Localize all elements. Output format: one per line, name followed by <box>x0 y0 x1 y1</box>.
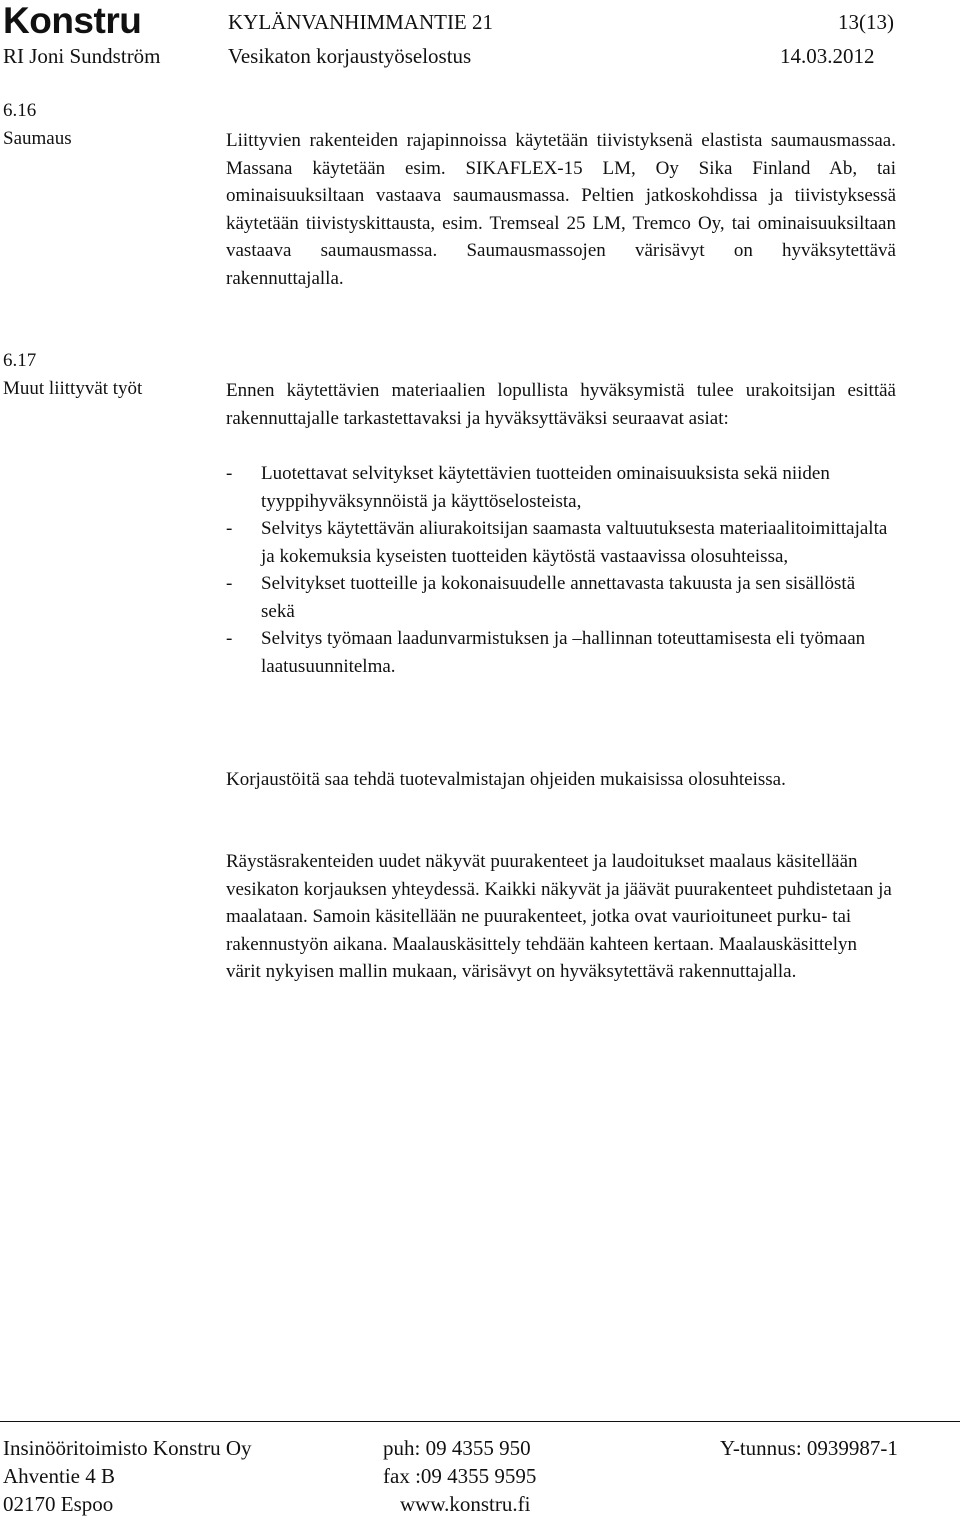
section-number: 6.16 <box>3 100 37 121</box>
list-dash: - <box>226 518 233 539</box>
list-dash: - <box>226 463 233 484</box>
list-dash: - <box>226 573 233 594</box>
list-dash: - <box>226 628 233 649</box>
requirements-list <box>226 460 898 680</box>
document-title: Vesikaton korjaustyöselostus <box>228 44 472 68</box>
project-title: KYLÄNVANHIMMANTIE 21 <box>228 10 494 34</box>
footer-website[interactable]: www.konstru.fi <box>400 1492 531 1516</box>
list-connector <box>226 598 898 626</box>
list-item-text: Selvitys työmaan laadunvarmistuksen ja –hallinnan toteuttamisesta eli työmaan laatusuunnitelma. <box>261 628 866 677</box>
footer-fax: fax :09 4355 9595 <box>383 1464 537 1488</box>
list-item <box>226 460 898 515</box>
page-number: 13(13) <box>838 10 894 34</box>
section-intro: Ennen käytettävien materiaalien lopullista hyväksymistä tulee urakoitsijan esittää rakennuttajalle tarkastettavaksi ja hyväksyttäväksi seuraavat asiat: <box>226 380 896 429</box>
footer-divider <box>0 1421 960 1422</box>
list-item-text: Selvitykset tuotteille ja kokonaisuudelle annettavasta takuusta ja sen sisällöstä <box>261 573 856 594</box>
section-paragraph: Liittyvien rakenteiden rajapinnoissa käytetään tiivistyksenä elastista saumausmassaa. Massana käytetään esim. SIKAFLEX-15 LM, Oy Sika Finland Ab, tai ominaisuuksiltaan vastaava saumausmassa. Peltien jatkoskohdissa ja tiivistyksessä käytetään tiivistyskittausta, esim. Tremseal 25 LM, Tremco Oy, tai ominaisuuksiltaan vastaava saumausmassa. Saumausmassojen värisävyt on hyväksytettävä rakennuttajalla. <box>226 130 896 289</box>
list-item <box>226 570 898 598</box>
list-item <box>226 515 898 570</box>
section-title: Muut liittyvät työt <box>3 378 143 399</box>
footer-street: Ahventie 4 B <box>3 1464 115 1488</box>
company-logo: Konstru <box>3 0 142 41</box>
section-number: 6.17 <box>3 350 37 371</box>
section-paragraph: Räystäsrakenteiden uudet näkyvät puurakenteet ja laudoitukset maalaus käsitellään vesikaton korjauksen yhteydessä. Kaikki näkyvät ja jäävät puurakenteet puhdistetaan ja maalataan. Samoin käsitellään ne puurakenteet, jotka ovat vaurioituneet purku- tai rakennustyön aikana. Maalauskäsittely tehdään kahteen kertaan. Maalauskäsittelyn värit nykyisen mallin mukaan, värisävyt on hyväksytettävä rakennuttajalla. <box>226 851 892 982</box>
section-paragraph: Korjaustöitä saa tehdä tuotevalmistajan ohjeiden mukaisissa olosuhteissa. <box>226 769 786 790</box>
document-date: 14.03.2012 <box>780 44 875 68</box>
footer-company: Insinööritoimisto Konstru Oy <box>3 1436 252 1460</box>
footer-postal: 02170 Espoo <box>3 1492 114 1516</box>
author-name: RI Joni Sundström <box>3 44 161 68</box>
footer-phone: puh: 09 4355 950 <box>383 1436 531 1460</box>
connector-text: sekä <box>261 600 295 622</box>
list-item-text: Selvitys käytettävän aliurakoitsijan saamasta valtuutuksesta materiaalitoimittajalta ja kokemuksia kyseisten tuotteiden käytöstä vastaavissa olosuhteissa, <box>261 518 888 567</box>
section-title: Saumaus <box>3 128 72 149</box>
footer-business-id: Y-tunnus: 0939987-1 <box>720 1436 898 1460</box>
list-item <box>226 625 898 680</box>
list-item-text: Luotettavat selvitykset käytettävien tuotteiden ominaisuuksista sekä niiden tyyppihyväksynnöistä ja käyttöselosteista, <box>261 463 830 512</box>
